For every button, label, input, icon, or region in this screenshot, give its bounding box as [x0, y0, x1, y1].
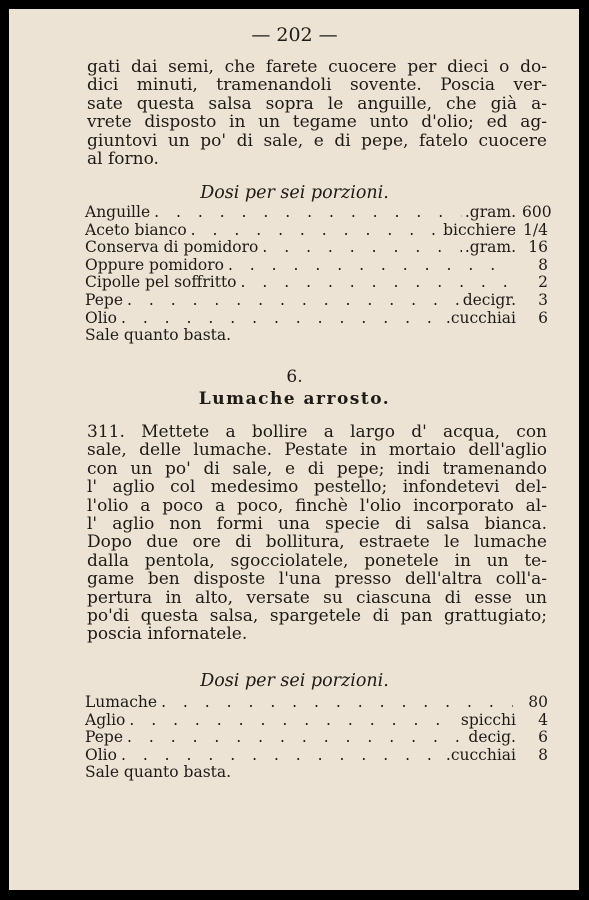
ingredient-qty: 16 [528, 238, 548, 257]
text-line: dici minuti, tramenandoli sovente. Poscia ver- [87, 76, 547, 95]
ingredient-list-2 [85, 694, 548, 782]
text-line: Dopo due ore di bollitura, estraete le lumache [87, 533, 547, 552]
text-line: l' aglio non formi una specie di salsa bianca. [87, 515, 547, 534]
ingredient-qty: 8 [538, 745, 548, 764]
text-line: al forno. [87, 150, 159, 169]
text-line: game ben disposte l'una presso dell'altra coll'a- [87, 570, 547, 589]
leader-dots [117, 747, 443, 765]
text-line: po'di questa salsa, spargetele di pan grattugiato; [87, 607, 547, 626]
text-line: giuntovi un po' di sale, e di pepe, fatelo cuocere [87, 131, 547, 151]
ingredient-row [85, 239, 548, 257]
ingredient-qty: 2 [538, 273, 548, 292]
text-line: con un po' di sale, e di pepe; indi tramenando [87, 459, 547, 479]
ingredient-qty: 4 [538, 710, 548, 729]
ingredient-name: Aglio [85, 710, 126, 729]
text-line: l'olio a poco a poco, finchè l'olio incorporato al- [87, 496, 547, 516]
leader-dots [150, 204, 462, 222]
ingredient-name: Pepe [85, 728, 124, 747]
ingredient-row [85, 292, 548, 310]
ingredient-unit: decig. [468, 728, 516, 747]
dosi-heading: Dosi per sei porzioni. [200, 671, 389, 691]
ingredient-row [85, 747, 548, 765]
ingredient-name: Conserva di pomidoro [85, 238, 259, 257]
text-line: vrete disposto in un tegame unto d'olio; ed ag- [87, 113, 547, 132]
leader-dots [123, 729, 465, 747]
ingredient-list-1 [85, 203, 552, 345]
ingredient-name: Cipolle pel soffritto [85, 273, 237, 292]
ingredient-unit: .gram. [464, 203, 516, 221]
leader-dots [125, 712, 457, 730]
ingredient-unit: .cucchiai [445, 308, 516, 327]
ingredient-name: Anguille [85, 203, 151, 221]
ingredient-qty: 1/4 [523, 220, 548, 239]
text-line: pertura in alto, versate su ciascuna di esse un [87, 588, 547, 608]
ingredient-row [85, 274, 548, 292]
ingredient-unit: .cucchiai [445, 745, 516, 764]
ingredient-name: Aceto bianco [85, 220, 187, 239]
ingredient-row [85, 729, 548, 747]
leader-dots [258, 239, 462, 257]
ingredient-qty: 600 [522, 203, 552, 221]
ingredient-name: Olio [85, 745, 117, 764]
leader-dots [117, 310, 443, 328]
intro-paragraph [87, 58, 547, 168]
text-line: dalla pentola, sgocciolatele, ponetele in un te- [87, 551, 547, 571]
ingredient-row [85, 327, 548, 345]
text-line: l' aglio col medesimo pestello; infondetevi del- [87, 478, 547, 497]
ingredient-row [85, 764, 548, 782]
leader-dots [123, 292, 460, 310]
ingredient-qty: 6 [538, 728, 548, 747]
ingredient-name: Lumache [85, 693, 158, 711]
section-number: 6. [286, 367, 303, 387]
leader-dots [187, 222, 440, 240]
text-line: poscia infornatele. [87, 625, 248, 644]
ingredient-name: Sale quanto basta. [85, 763, 232, 782]
text-line: 311. Mettete a bollire a largo d' acqua, con [87, 423, 547, 442]
text-line: sale, delle lumache. Pestate in mortaio dell'aglio [87, 441, 547, 460]
text-line: sate questa salsa sopra le anguille, che già a- [87, 94, 547, 114]
ingredient-qty: 8 [538, 255, 548, 274]
dosi-heading: Dosi per sei porzioni. [200, 183, 389, 203]
ingredient-qty: 6 [538, 308, 548, 327]
ingredient-row [85, 310, 548, 328]
ingredient-row [85, 222, 548, 240]
ingredient-qty: 3 [538, 290, 548, 309]
ingredient-name: Oppure pomidoro [85, 255, 224, 274]
ingredient-name: Pepe [85, 290, 124, 309]
ingredient-unit: decigr. [462, 290, 516, 309]
ingredient-name: Sale quanto basta. [85, 326, 232, 345]
leader-dots [237, 274, 513, 292]
ingredient-row [85, 257, 548, 275]
ingredient-unit: .gram. [464, 238, 516, 257]
leader-dots [224, 257, 513, 275]
ingredient-name: Olio [85, 308, 117, 327]
ingredient-row [85, 694, 548, 712]
section-title: Lumache arrosto. [198, 389, 391, 409]
ingredient-row [85, 712, 548, 730]
ingredient-row [85, 203, 552, 222]
ingredient-unit: bicchiere [443, 220, 516, 239]
text-line: gati dai semi, che farete cuocere per dieci o do- [87, 58, 547, 77]
main-paragraph [87, 423, 547, 644]
page-number: — 202 — [251, 24, 338, 46]
ingredient-unit: spicchi [460, 710, 516, 729]
leader-dots [157, 694, 513, 712]
ingredient-qty: 80 [528, 693, 548, 711]
